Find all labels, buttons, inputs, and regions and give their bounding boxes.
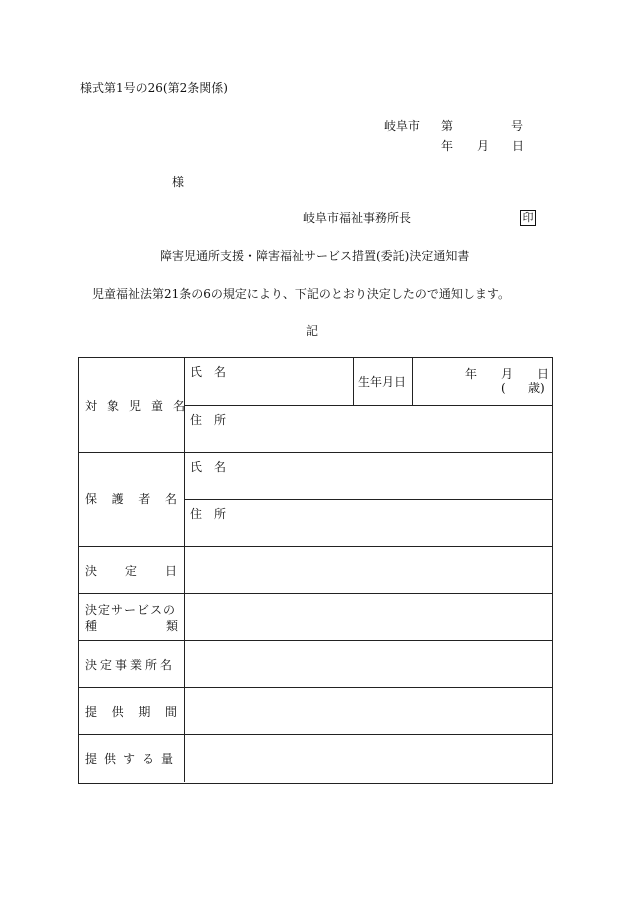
facility-name-label: 決定事業所名 [85,658,176,672]
seal-mark: 印 [520,210,536,226]
amount-label: 提供する量 [85,752,181,766]
guardian-address-field[interactable] [239,505,539,535]
notice-table [78,357,553,784]
period-label: 提供期間 [85,705,177,719]
birth-year: 年 [465,367,478,381]
column-divider [184,358,185,782]
birth-day: 日 [537,367,550,381]
age-open-paren: ( [501,381,506,395]
row-divider [79,734,552,735]
row-divider [79,452,552,453]
guardian-name-label: 氏 名 [190,460,227,474]
header-year: 年 [441,139,454,153]
child-birth-label: 生年月日 [358,375,407,389]
child-heading: 対象児童名 [85,399,196,413]
addressee-sama: 様 [172,175,185,189]
header-go: 号 [511,119,524,133]
body-text: 児童福祉法第21条の6の規定により、下記のとおり決定したので通知します。 [92,287,510,301]
child-name-field[interactable] [190,382,348,400]
service-type-label-line2b: 類 [166,619,179,633]
issuer: 岐阜市福祉事務所長 [303,211,412,225]
service-type-field[interactable] [191,599,541,634]
row-divider-partial [184,499,552,500]
guardian-address-label: 住 所 [190,507,227,521]
row-divider [79,687,552,688]
service-type-label-line2a: 種 [85,619,98,633]
child-address-field[interactable] [239,412,539,442]
row-divider [79,546,552,547]
guardian-heading: 保護者名 [85,492,177,506]
row-divider-partial [184,405,552,406]
child-address-label: 住 所 [190,413,227,427]
header-city: 岐阜市 [384,119,421,133]
birth-month: 月 [501,367,514,381]
amount-field[interactable] [191,740,541,775]
row-divider [79,640,552,641]
header-dai: 第 [441,119,454,133]
period-field[interactable] [191,693,541,728]
header-month: 月 [477,139,490,153]
decision-date-field[interactable] [191,552,541,587]
row-divider [79,593,552,594]
decision-date-label: 決定日 [85,564,177,578]
form-number: 様式第1号の26(第2条関係) [80,81,228,95]
column-divider [412,358,413,405]
service-type-label-line1: 決定サービスの [85,603,177,617]
facility-name-field[interactable] [191,646,541,681]
ki-label: 記 [306,324,319,338]
header-day: 日 [512,139,525,153]
document-title: 障害児通所支援・障害福祉サービス措置(委託)決定通知書 [160,249,470,263]
child-name-label: 氏 名 [190,365,227,379]
age-suffix: 歳) [528,381,545,395]
guardian-name-field[interactable] [239,458,539,488]
column-divider [353,358,354,405]
